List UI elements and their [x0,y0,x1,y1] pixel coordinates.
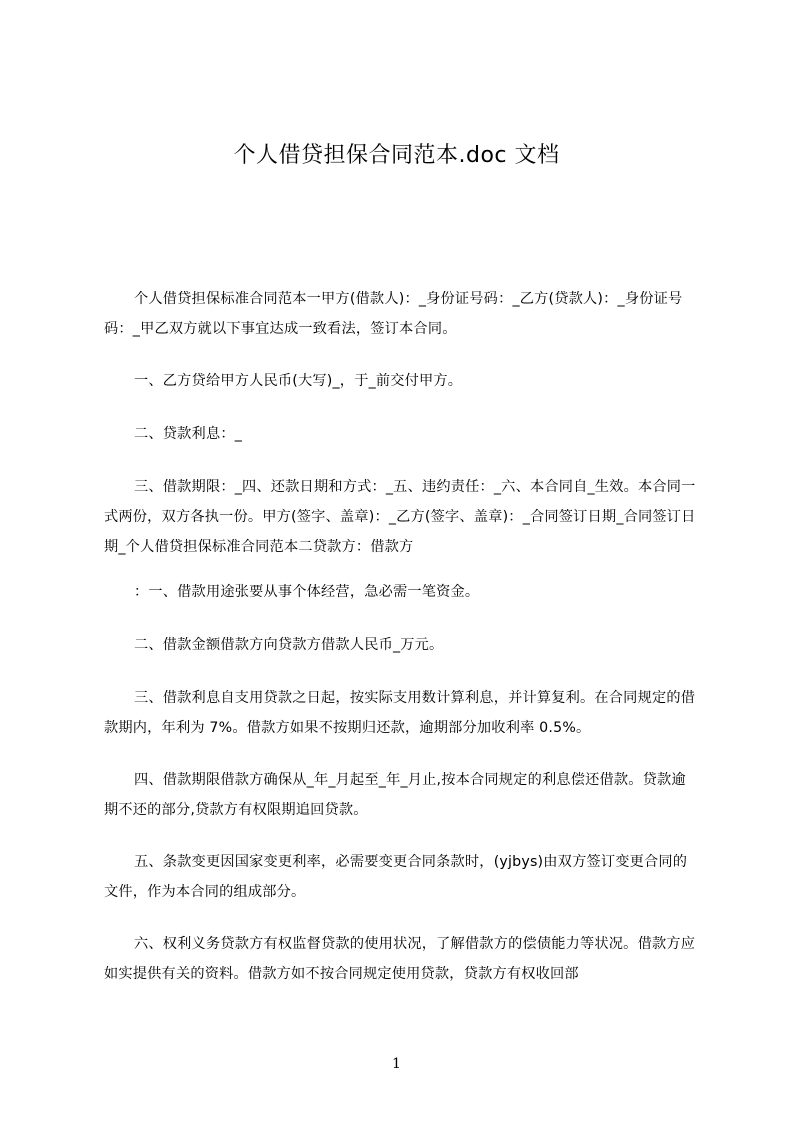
paragraph-clause-2: 二、贷款利息：_ [134,426,243,442]
paragraph-rights-obligations: 六、权利义务贷款方有权监督贷款的使用状况，了解借款方的偿债能力等状况。借款方应如实提供有关的资料。借款方如不按合同规定使用贷款，贷款方有权收回部 [104,936,696,982]
paragraph-clause-change: 五、条款变更因国家变更利率，必需要变更合同条款时，(yjbys)由双方签订变更合同的文件，作为本合同的组成部分。 [104,854,688,900]
paragraph-loan-purpose: ：一、借款用途张要从事个体经营，急必需一笔资金。 [134,584,480,600]
paragraph-intro: 个人借贷担保标准合同范本一甲方(借款人)：_身份证号码：_乙方(贷款人)：_身份证号码：_甲乙双方就以下事宜达成一致看法，签订本合同。 [104,291,683,337]
page-number: 1 [392,1056,401,1072]
paragraph-loan-interest: 三、借款利息自支用贷款之日起，按实际支用数计算利息，并计算复利。在合同规定的借款期内，年利为 7%。借款方如果不按期归还款，逾期部分加收利率 0.5%。 [104,690,696,736]
paragraph-clause-3: 三、借款期限：_四、还款日期和方式：_五、违约责任：_六、本合同自_生效。本合同一式两份，双方各执一份。甲方(签字、盖章)：_乙方(签字、盖章)：_合同签订日期_合同签订日期_个人借贷担保标准合同范本二贷款方：借款方 [104,479,696,555]
document-title: 个人借贷担保合同范本.doc 文档 [233,143,560,168]
paragraph-loan-amount: 二、借款金额借款方向贷款方借款人民币_万元。 [134,637,444,653]
paragraph-clause-1: 一、乙方贷给甲方人民币(大写)_，于_前交付甲方。 [134,373,463,389]
paragraph-loan-term: 四、借款期限借款方确保从_年_月起至_年_月止,按本合同规定的利息偿还借款。贷款逾期不还的部分,贷款方有权限期追回贷款。 [104,772,686,818]
